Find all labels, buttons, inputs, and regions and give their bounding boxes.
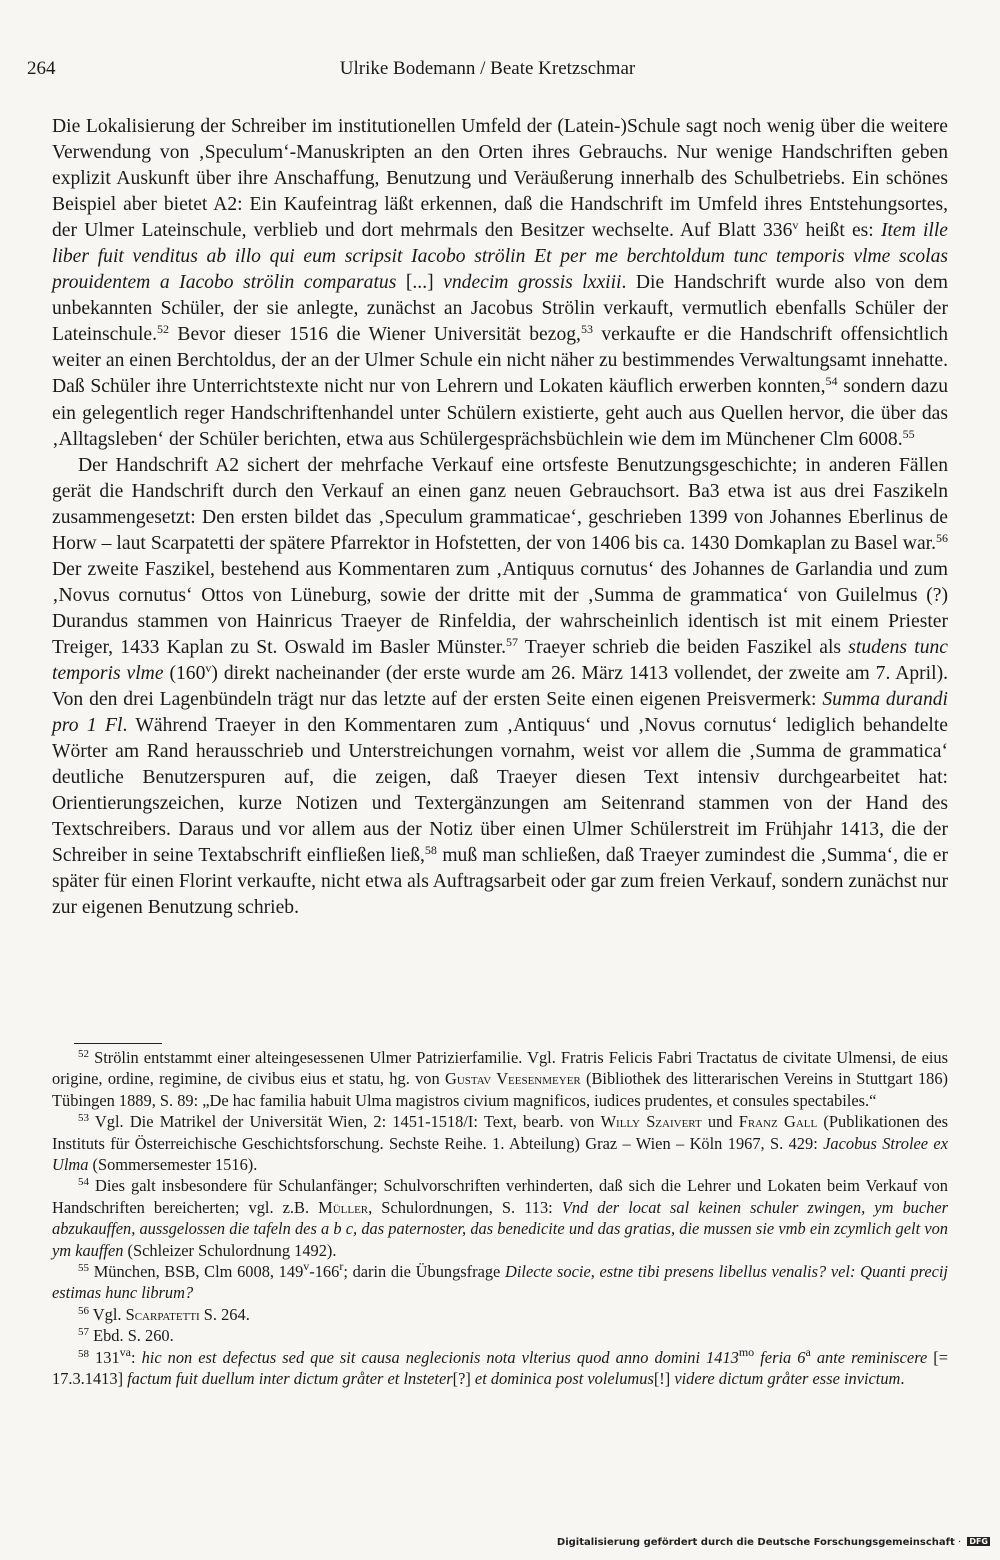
text-run: (Publikationen des Instituts für Österreichische Geschichtsforschung. Sechste Reihe. 1. Abteilung) Graz – Wien – Köln 1967, S. 429: bbox=[52, 1112, 949, 1153]
text-run: heißt es: bbox=[798, 220, 881, 242]
folio-superscript: r bbox=[339, 1259, 344, 1274]
text-run: (160 bbox=[163, 662, 206, 684]
author-name: Gustav Veesenmeyer bbox=[444, 1069, 581, 1089]
credit-text: Digitalisierung gefördert durch die Deutsche Forschungsgemeinschaft bbox=[556, 1537, 955, 1548]
ordinal-superscript: a bbox=[805, 1344, 811, 1359]
latin-quote: studens tunc temporis vlme bbox=[52, 636, 948, 684]
footnote-52 bbox=[52, 1047, 948, 1111]
footnote-divider bbox=[74, 1043, 162, 1044]
text-run: [...] bbox=[396, 272, 444, 294]
footnote-ref-54[interactable]: 54 bbox=[825, 374, 838, 389]
text-run: (Bibliothek des litterarischen Vereins in Stuttgart 186) Tübingen 1889, S. 89: „De hac familia habuit Ulma magistros civium magnificos, iudices prudentes, et consules spectabiles.“ bbox=[52, 1069, 948, 1110]
text-run: [?] bbox=[452, 1369, 475, 1389]
page-number: 264 bbox=[27, 58, 56, 79]
latin-quote: ante reminiscere bbox=[810, 1347, 928, 1367]
dfg-logo: DFG bbox=[969, 1537, 988, 1546]
author-name: Willy Szaivert bbox=[600, 1112, 702, 1132]
footnote-ref-57[interactable]: 57 bbox=[506, 634, 519, 649]
text-run: Vgl. Die Matrikel der Universität Wien, 2: 1451-1518/I: Text, bearb. von bbox=[89, 1112, 601, 1132]
running-head: Ulrike Bodemann / Beate Kretzschmar bbox=[339, 58, 636, 79]
folio-superscript: v bbox=[205, 660, 212, 675]
latin-quote: Dilecte socie, estne tibi presens libellus venalis? vel: Quanti precij estimas hunc librum? bbox=[52, 1262, 948, 1303]
footnote-54 bbox=[52, 1175, 948, 1261]
text-run: (Schleizer Schulordnung 1492). bbox=[123, 1240, 337, 1260]
text-run: 131 bbox=[89, 1347, 120, 1367]
folio-superscript: v bbox=[792, 218, 799, 233]
text-run: verkaufte er die Handschrift offensichtlich weiter an einen Berchtoldus, der an der Ulmer Schule ein nicht näher zu bestimmendes Verwaltungsamt innehatte. Daß Schüler ihre Unterrichtstexte nicht nur von Lehrern und Lokaten käuflich erwerben konnten, bbox=[52, 324, 948, 398]
footnote-number: 54 bbox=[78, 1176, 89, 1189]
latin-quote: vndecim grossis lxxiii bbox=[443, 272, 622, 294]
footnote-55 bbox=[52, 1261, 948, 1304]
latin-quote: videre dictum gråter esse invictum bbox=[674, 1369, 901, 1389]
text-run: sondern dazu ein gelegentlich reger Handschriftenhandel unter Schülern existierte, geht auch aus Quellen hervor, die über das ‚Alltagsleben‘ der Schüler berichten, etwa aus Schülergesprächsbüchlein wie dem im Münchener Clm 6008. bbox=[52, 376, 948, 450]
footnote-ref-52[interactable]: 52 bbox=[157, 322, 170, 337]
latin-quote: Vnd der locat sal keinen schuler zwingen, ym bucher abzukauffen, aussgelossen die tafeln des a b c, das paternoster, das benedicite und das gratias, die mussen sie vmb ein zcymlich gelt von ym kauffen bbox=[52, 1197, 948, 1260]
latin-quote: feria 6 bbox=[754, 1347, 806, 1367]
footnote-ref-55[interactable]: 55 bbox=[902, 426, 915, 441]
footnote-number: 56 bbox=[78, 1304, 89, 1317]
footnote-ref-58[interactable]: 58 bbox=[424, 843, 437, 858]
text-run: , Schulordnungen, S. 113: bbox=[368, 1197, 562, 1217]
text-run: Vgl. bbox=[89, 1304, 126, 1324]
latin-quote: hic non est defectus sed que sit causa neglecionis nota vlterius quod anno domini 1413 bbox=[141, 1347, 739, 1367]
author-name: Scarpatetti bbox=[125, 1304, 200, 1324]
footnotes bbox=[52, 1047, 948, 1390]
latin-quote: Jacobus Strolee ex Ulma bbox=[52, 1133, 948, 1175]
footnote-53 bbox=[52, 1111, 948, 1175]
folio-superscript: va bbox=[119, 1344, 131, 1359]
text-run: Traeyer schrieb die beiden Faszikel als bbox=[518, 636, 849, 658]
footnote-ref-53[interactable]: 53 bbox=[580, 322, 593, 337]
text-run: -166 bbox=[309, 1262, 340, 1282]
footnote-57 bbox=[52, 1325, 948, 1346]
footnote-number: 52 bbox=[78, 1048, 89, 1060]
text-run: S. 264. bbox=[199, 1304, 250, 1324]
text-run: Der zweite Faszikel, bestehend aus Kommentaren zum ‚Antiquus cornutus‘ des Johannes de Garlandia und zum ‚Novus cornutus‘ Ottos von Lüneburg, sowie der dritte mit der ‚Summa de grammatica‘ von Guilelmus (?) Durandus stammen von Hainricus Traeyer de Rinfeldia, der wahrscheinlich identisch ist mit einem Priester Treiger, 1433 Kaplan zu St. Oswald im Basler Münster. bbox=[52, 558, 948, 658]
text-run: ) direkt nacheinander (der erste wurde am 26. März 1413 vollendet, der zweite am 7. April). Von den drei Lagenbündeln trägt nur das letzte auf der ersten Seite einen eigenen Preisvermerk: bbox=[52, 662, 948, 711]
text-run: München, BSB, Clm 6008, 149 bbox=[89, 1262, 304, 1282]
text-run: ; darin die Übungsfrage bbox=[343, 1262, 506, 1282]
digitization-credit: Digitalisierung gefördert durch die Deutsche Forschungsgemeinschaft · DFG bbox=[556, 1537, 988, 1548]
paragraph-2 bbox=[52, 453, 948, 922]
paragraph-1 bbox=[52, 114, 948, 453]
author-name: Franz Gall bbox=[738, 1112, 818, 1132]
text-run: Ebd. S. 260. bbox=[89, 1326, 174, 1346]
folio-superscript: v bbox=[303, 1259, 310, 1274]
text-run: [= 17.3.1413] bbox=[52, 1347, 949, 1389]
latin-quote: Summa durandi pro 1 Fl bbox=[52, 689, 948, 737]
page-header bbox=[27, 58, 948, 88]
text-run: (Sommersemester 1516). bbox=[88, 1155, 258, 1175]
ordinal-superscript: mo bbox=[738, 1344, 755, 1359]
text-run: Dies galt insbesondere für Schulanfänger; Schulvorschriften verhinderten, daß sich die Lehrer und Lokaten beim Verkauf von Handschriften bereicherten; vgl. z.B. bbox=[52, 1176, 948, 1217]
text-run: . Die Handschrift wurde also von dem unbekannten Schüler, der sie anlegte, zunächst an Jacobus Strölin verkauft, vermutlich ebenfalls Schüler der Lateinschule. bbox=[52, 272, 948, 346]
footnote-number: 57 bbox=[78, 1326, 89, 1339]
text-run: Strölin entstammt einer alteingesessenen Ulmer Patrizierfamilie. Vgl. Fratris Felicis Fabri Tractatus de civitate Ulmensi, de eius origine, ordine, regimine, de civibus eius et statu, hg. von bbox=[52, 1048, 948, 1089]
text-run: : bbox=[130, 1347, 142, 1367]
latin-quote: factum fuit duellum inter dictum gråter et lnsteter bbox=[127, 1369, 453, 1389]
footnote-number: 58 bbox=[78, 1347, 89, 1360]
latin-quote: et dominica post volelumus bbox=[474, 1369, 654, 1389]
main-text bbox=[52, 114, 948, 921]
latin-quote: Item ille liber fuit venditus ab illo qui eum scripsit Iacobo strölin Et per me berchtoldum tunc temporis vlme scolas prouidentem a Iacobo strölin comparatus bbox=[52, 220, 948, 294]
author-name: Müller bbox=[318, 1197, 369, 1217]
text-run: Die Lokalisierung der Schreiber im institutionellen Umfeld der (Latein-)Schule sagt noch wenig über die weitere Verwendung von ‚Speculum‘-Manuskripten an den Orten ihres Gebrauchs. Nur wenige Handschriften geben explizit Auskunft über ihre Anschaffung, Benutzung und Veräußerung innerhalb des Schulbetriebs. Ein schönes Beispiel aber bietet A2: Ein Kaufeintrag läßt erkennen, daß die Handschrift im Umfeld ihres Entstehungsortes, der Ulmer Lateinschule, verblieb und dort mehrmals den Besitzer wechselte. Auf Blatt 336 bbox=[52, 116, 948, 242]
text-run: . bbox=[900, 1369, 905, 1389]
footnote-56 bbox=[52, 1304, 948, 1325]
footnote-ref-56[interactable]: 56 bbox=[936, 530, 948, 545]
text-run: Bevor dieser 1516 die Wiener Universität bezog, bbox=[169, 324, 581, 346]
footnote-58 bbox=[52, 1344, 949, 1390]
footnote-number: 53 bbox=[78, 1112, 89, 1125]
text-run: muß man schließen, daß Traeyer zumindest die ‚Summa‘, die er später für einen Florint verkaufte, nicht etwa als Auftragsarbeit oder gar zum freien Verkauf, sondern zunächst nur zur eigenen Benutzung schrieb. bbox=[52, 845, 948, 919]
text-run: und bbox=[701, 1112, 739, 1132]
text-run: Der Handschrift A2 sichert der mehrfache Verkauf eine ortsfeste Benutzungsgeschichte; in anderen Fällen gerät die Handschrift durch den Verkauf an einen ganz neuen Gebrauchsort. Ba3 etwa ist aus drei Faszikeln zusammengesetzt: Den ersten bildet das ‚Speculum grammaticae‘, geschrieben 1399 von Johannes Eberlinus de Horw – laut Scarpatetti der spätere Pfarrektor in Hofstetten, der von 1406 bis ca. 1430 Domkaplan zu Basel war. bbox=[52, 454, 948, 554]
text-run: [!] bbox=[653, 1369, 675, 1389]
footnote-number: 55 bbox=[78, 1262, 89, 1275]
text-run: . Während Traeyer in den Kommentaren zum ‚Antiquus‘ und ‚Novus cornutus‘ lediglich behandelte Wörter am Rand herausschrieb und Unterstreichungen vornahm, weist vor allem die ‚Summa de grammatica‘ deutliche Benutzerspuren auf, die zeigen, daß Traeyer diesen Text intensiv durchgearbeitet hat: Orientierungszeichen, kurze Notizen und Textergänzungen am Seitenrand stammen von der Hand des Textschreibers. Daraus und vor allem aus der Notiz über einen Ulmer Schülerstreit im Frühjahr 1413, die der Schreiber in seine Textabschrift einfließen ließ, bbox=[52, 715, 948, 867]
